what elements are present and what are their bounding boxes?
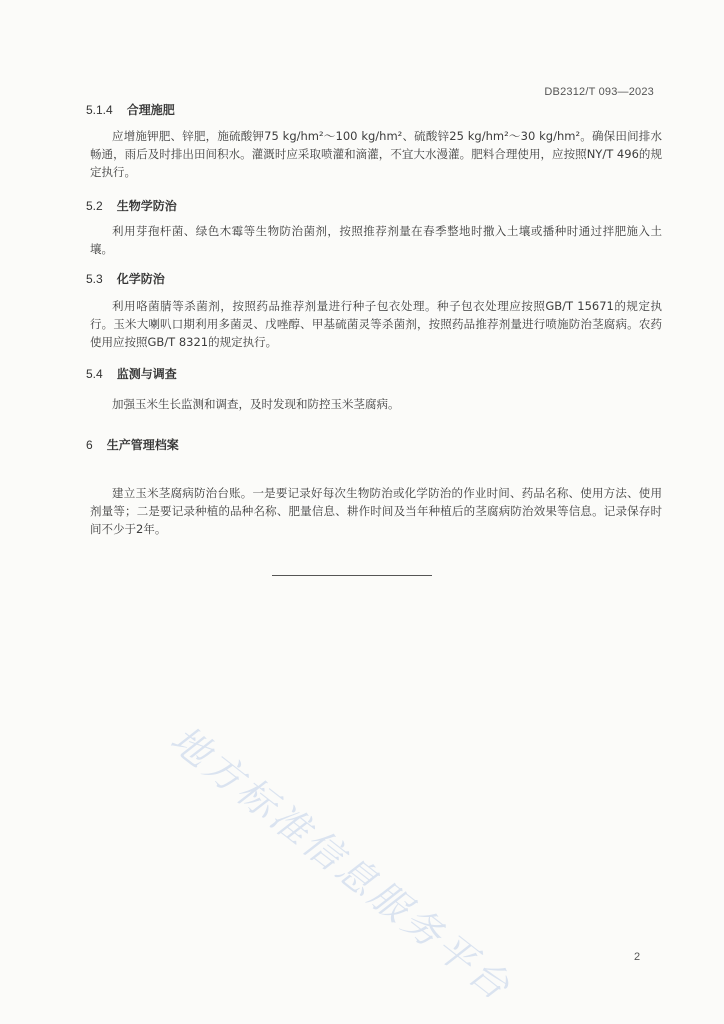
- section-heading-6: [86, 436, 179, 453]
- section-heading-5-2: [86, 197, 177, 214]
- section-title: 生物学防治: [116, 199, 177, 213]
- section-title: 合理施肥: [126, 103, 175, 117]
- page-number: 2: [634, 951, 641, 963]
- section-number: 5.1.4: [86, 103, 113, 117]
- section-number: 5.3: [86, 272, 103, 286]
- standard-code: DB2312/T 093—2023: [544, 86, 654, 98]
- section-paragraph-5-1-4: 应增施钾肥、锌肥，施硫酸钾75 kg/hm²～100 kg/hm²、硫酸锌25 kg/hm²～30 kg/hm²。确保田间排水畅通，雨后及时排出田间积水。灌溉时应采取喷灌和滴灌，不宜大水漫灌。肥料合理使用，应按照NY/T 496的规定执行。: [90, 129, 662, 179]
- section-heading-5-4: [86, 365, 177, 382]
- watermark: 地方标准信息服务平台: [162, 716, 521, 1011]
- section-paragraph-6: 建立玉米茎腐病防治台账。一是要记录好每次生物防治或化学防治的作业时间、药品名称、使用方法、使用剂量等；二是要记录种植的品种名称、肥量信息、耕作时间及当年种植后的茎腐病防治效果等信息。记录保存时间不少于2年。: [90, 486, 662, 536]
- section-paragraph-5-2: 利用芽孢杆菌、绿色木霉等生物防治菌剂，按照推荐剂量在春季整地时撒入土壤或播种时通过拌肥施入土壤。: [90, 224, 662, 256]
- section-title: 监测与调查: [116, 367, 177, 381]
- section-number: 5.2: [86, 199, 103, 213]
- section-title: 化学防治: [116, 272, 165, 286]
- section-heading-5-1-4: [86, 101, 175, 118]
- section-title: 生产管理档案: [106, 438, 179, 452]
- section-heading-5-3: [86, 270, 165, 287]
- section-paragraph-5-3: 利用咯菌腈等杀菌剂，按照药品推荐剂量进行种子包衣处理。种子包衣处理应按照GB/T 15671的规定执行。玉米大喇叭口期利用多菌灵、戊唑醇、甲基硫菌灵等杀菌剂，按照药品推荐剂量进行喷施防治茎腐病。农药使用应按照GB/T 8321的规定执行。: [90, 299, 662, 349]
- section-number: 6: [86, 438, 93, 452]
- end-rule: [272, 575, 432, 576]
- section-number: 5.4: [86, 367, 103, 381]
- section-paragraph-5-4: 加强玉米生长监测和调查，及时发现和防控玉米茎腐病。: [112, 397, 400, 411]
